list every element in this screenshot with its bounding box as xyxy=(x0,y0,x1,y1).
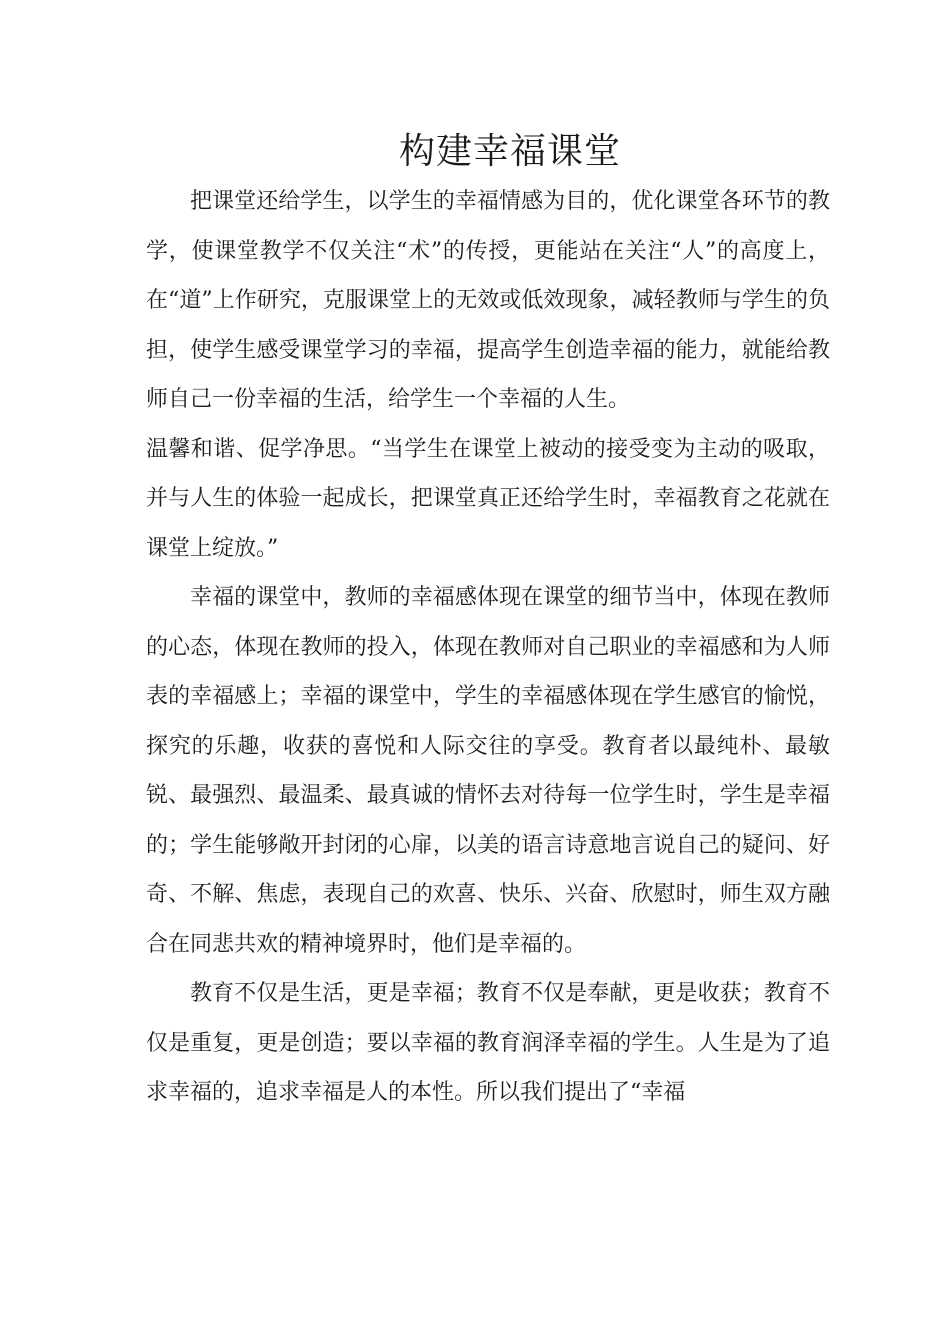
paragraph-2: 温馨和谐、促学净思。“当学生在课堂上被动的接受变为主动的吸取，并与人生的体验一起成长，把课堂真正还给学生时，幸福教育之花就在课堂上绽放。” xyxy=(146,436,830,561)
paragraph-1: 把课堂还给学生，以学生的幸福情感为目的，优化课堂各环节的教学，使课堂教学不仅关注“术”的传授，更能站在关注“人”的高度上，在“道”上作研究，克服课堂上的无效或低效现象，减轻教师与学生的负担，使学生感受课堂学习的幸福，提高学生创造幸福的能力，就能给教师自己一份幸福的生活，给学生一个幸福的人生。 xyxy=(146,189,830,412)
document-body xyxy=(146,177,830,1118)
paragraph-3: 幸福的课堂中，教师的幸福感体现在课堂的细节当中，体现在教师的心态，体现在教师的投入，体现在教师对自己职业的幸福感和为人师表的幸福感上；幸福的课堂中，学生的幸福感体现在学生感官的愉悦，探究的乐趣，收获的喜悦和人际交往的享受。教育者以最纯朴、最敏锐、最强烈、最温柔、最真诚的情怀去对待每一位学生时，学生是幸福的；学生能够敞开封闭的心扉，以美的语言诗意地言说自己的疑问、好奇、不解、焦虑，表现自己的欢喜、快乐、兴奋、欣慰时，师生双方融合在同悲共欢的精神境界时，他们是幸福的。 xyxy=(146,585,830,957)
page-title: 构建幸福课堂 xyxy=(398,131,621,172)
paragraph-4: 教育不仅是生活，更是幸福；教育不仅是奉献，更是收获；教育不仅是重复，更是创造；要以幸福的教育润泽幸福的学生。人生是为了追求幸福的，追求幸福是人的本性。所以我们提出了“幸福 xyxy=(146,981,830,1105)
